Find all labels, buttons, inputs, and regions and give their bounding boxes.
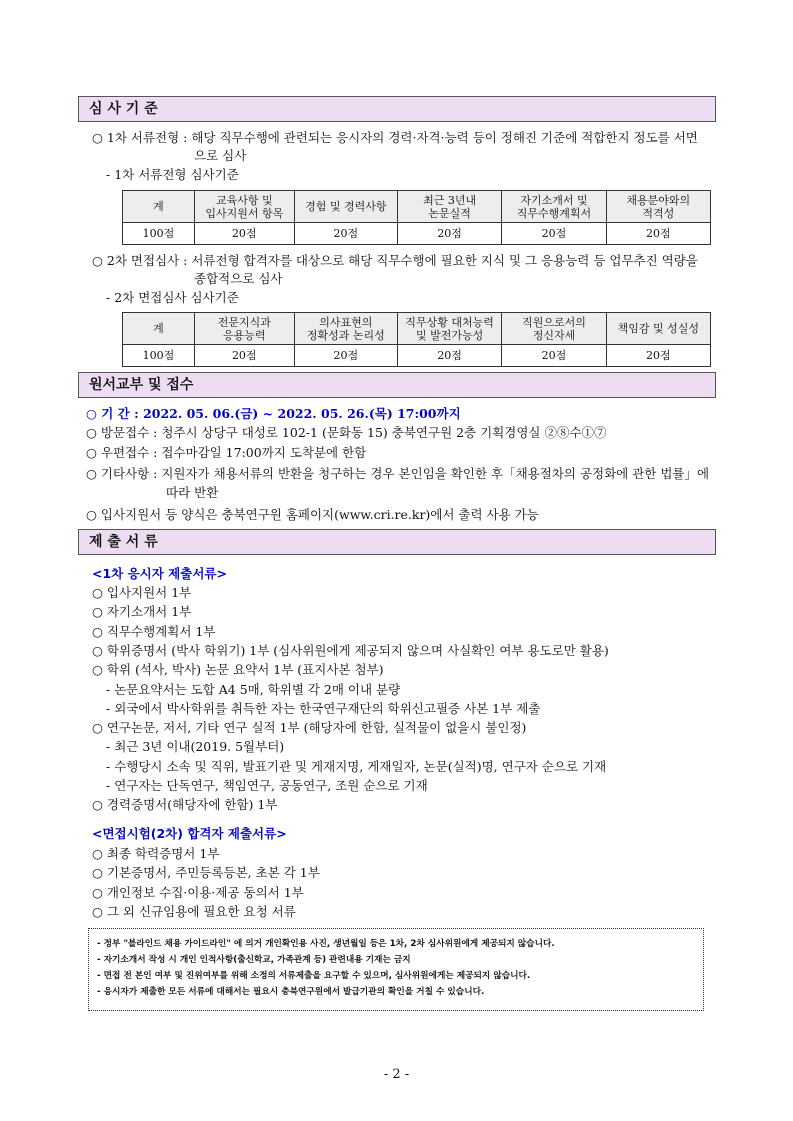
value-cell: 20점 — [397, 223, 501, 245]
group1-title: <1차 응시자 제출서류> — [92, 566, 227, 581]
visit-submission: ○ 방문접수 : 청주시 상당구 대성로 102-1 (문화동 15) 충북연구원 2층 기획경영실 ②⑧수①⑦ — [86, 425, 607, 440]
list-item: - 외국에서 박사학위를 취득한 자는 한국연구재단의 학위신고필증 사본 1부 제출 — [106, 700, 541, 716]
other-notes: ○ 기타사항 : 지원자가 채용서류의 반환을 청구하는 경우 본인임을 확인한 후「채용절차의 공정화에 관한 법률」에 — [86, 466, 710, 481]
list-item: ○ 입사지원서 1부 — [92, 585, 192, 600]
section-header-documents: 제 출 서 류 — [78, 529, 716, 555]
header-cell: 책임감 및 성실성 — [606, 313, 710, 345]
value-cell: 100점 — [123, 223, 195, 245]
notice-line: - 자기소개서 작성 시 개인 인적사항(출신학교, 가족관계 등) 관련내용 기재는 금지 — [97, 955, 411, 965]
stage1-text: ○ 1차 서류전형 : 해당 직무수행에 관련되는 응시자의 경력·자격·능력 등이 정해진 기준에 적합한지 정도를 서면 — [92, 130, 698, 145]
notice-box — [88, 928, 704, 1011]
list-item: - 수행당시 소속 및 직위, 발표기관 및 게재지명, 게재일자, 논문(실적)명, 연구자 순으로 기재 — [106, 758, 607, 774]
value-cell: 20점 — [606, 223, 710, 245]
header-cell: 직원으로서의 정신자세 — [502, 313, 606, 345]
list-item: - 논문요약서는 도합 A4 5매, 학위별 각 2매 이내 분량 — [106, 681, 401, 697]
stage2-text: ○ 2차 면접심사 : 서류전형 합격자를 대상으로 해당 직무수행에 필요한 지식 및 그 응용능력 등 업무추진 역량을 — [92, 253, 698, 268]
header-cell: 교육사항 및 입사지원서 항목 — [194, 191, 294, 223]
value-cell: 20점 — [502, 223, 606, 245]
table-value-row — [123, 223, 711, 245]
group2-title: <면접시험(2차) 합격자 제출서류> — [92, 826, 287, 841]
value-cell: 20점 — [294, 223, 397, 245]
stage2-sub: - 2차 면접심사 심사기준 — [106, 290, 239, 305]
header-cell: 전문지식과 응용능력 — [194, 313, 294, 345]
list-item: ○ 연구논문, 저서, 기타 연구 실적 1부 (해당자에 한함, 실적물이 없을시 불인정) — [92, 720, 527, 736]
section-header-application: 원서교부 및 접수 — [78, 372, 716, 398]
list-item: ○ 학위 (석사, 박사) 논문 요약서 1부 (표지사본 첨부) — [92, 662, 384, 678]
table-value-row — [123, 345, 711, 367]
value-cell: 20점 — [606, 345, 710, 367]
stage2-criteria-table — [122, 312, 711, 367]
mail-submission: ○ 우편접수 : 접수마감일 17:00까지 도착분에 한함 — [86, 445, 367, 460]
stage2-text-cont: 종합적으로 심사 — [194, 271, 283, 286]
header-cell: 자기소개서 및 직무수행계획서 — [502, 191, 606, 223]
header-cell: 최근 3년내 논문실적 — [397, 191, 501, 223]
table-header-row — [123, 313, 711, 345]
value-cell: 20점 — [294, 345, 397, 367]
value-cell: 20점 — [194, 345, 294, 367]
list-item: ○ 기본증명서, 주민등록등본, 초본 각 1부 — [92, 865, 320, 881]
list-item: ○ 그 외 신규임용에 필요한 요청 서류 — [92, 903, 296, 919]
header-cell: 직무상황 대처능력 및 발전가능성 — [397, 313, 501, 345]
notice-line: - 응시자가 제출한 모든 서류에 대해서는 필요시 충북연구원에서 발급기관의 확인을 거칠 수 있습니다. — [97, 987, 485, 997]
header-cell: 의사표현의 정확성과 논리성 — [294, 313, 397, 345]
stage1-criteria-table — [122, 190, 711, 245]
list-item: ○ 최종 학력증명서 1부 — [92, 846, 220, 861]
list-item: ○ 경력증명서(해당자에 한함) 1부 — [92, 797, 278, 813]
value-cell: 20점 — [194, 223, 294, 245]
list-item: - 최근 3년 이내(2019. 5월부터) — [106, 739, 285, 755]
list-item: - 연구자는 단독연구, 책임연구, 공동연구, 조원 순으로 기재 — [106, 778, 428, 793]
table-header-row — [123, 191, 711, 223]
other-notes-cont: 따라 반환 — [166, 485, 219, 500]
header-cell: 채용분야와의 적격성 — [606, 191, 710, 223]
application-period: ○ 기 간 : 2022. 05. 06.(금) ~ 2022. 05. 26.(목) 17:00까지 — [86, 406, 461, 421]
value-cell: 20점 — [502, 345, 606, 367]
header-cell: 계 — [123, 191, 195, 223]
list-item: ○ 자기소개서 1부 — [92, 604, 192, 620]
list-item: ○ 직무수행계획서 1부 — [92, 623, 216, 639]
value-cell: 100점 — [123, 345, 195, 367]
list-item: ○ 개인정보 수집·이용·제공 동의서 1부 — [92, 884, 304, 900]
stage1-text-cont: 으로 심사 — [194, 148, 247, 163]
form-download: ○ 입사지원서 등 양식은 충북연구원 홈페이지(www.cri.re.kr)에서 출력 사용 가능 — [86, 507, 539, 522]
stage1-sub: - 1차 서류전형 심사기준 — [106, 167, 239, 182]
header-cell: 경험 및 경력사항 — [294, 191, 397, 223]
list-item: ○ 학위증명서 (박사 학위기) 1부 (심사위원에게 제공되지 않으며 사실확인 여부 용도로만 활용) — [92, 642, 609, 658]
notice-line: - 정부 "블라인드 채용 가이드라인" 에 의거 개인확인용 사진, 생년월일 등은 1차, 2차 심사위원에게 제공되지 않습니다. — [97, 939, 555, 949]
notice-line: - 면접 전 본인 여부 및 진위여부를 위해 소정의 서류제출을 요구할 수 있으며, 심사위원에게는 제공되지 않습니다. — [97, 971, 531, 981]
page-number: - 2 - — [383, 1067, 410, 1082]
section-header-criteria: 심 사 기 준 — [78, 96, 716, 122]
value-cell: 20점 — [397, 345, 501, 367]
header-cell: 계 — [123, 313, 195, 345]
